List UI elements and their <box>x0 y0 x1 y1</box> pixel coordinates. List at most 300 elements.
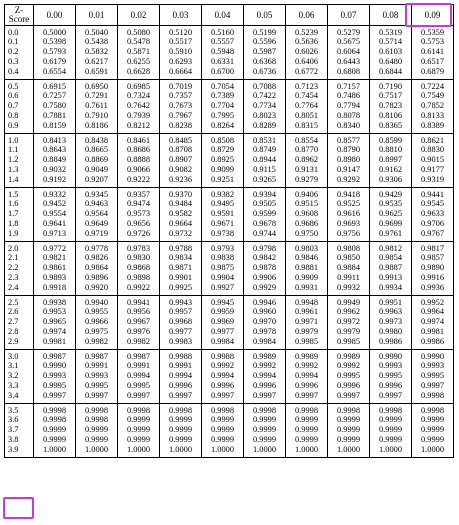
probability-cell: 0.9904 <box>202 273 244 283</box>
probability-cell: 1.0000 <box>370 445 412 457</box>
probability-cell: 0.9515 <box>286 200 328 210</box>
probability-cell: 0.6443 <box>328 57 370 67</box>
probability-cell: 0.9564 <box>76 210 118 220</box>
probability-cell: 0.9994 <box>202 372 244 382</box>
probability-cell: 0.9949 <box>328 295 370 307</box>
table-row <box>5 92 454 102</box>
probability-cell: 0.7257 <box>34 92 76 102</box>
probability-cell: 0.9971 <box>286 318 328 328</box>
z-score-label: 3.9 <box>5 445 34 457</box>
probability-cell: 0.9738 <box>202 229 244 241</box>
probability-cell: 0.5120 <box>160 26 202 38</box>
probability-cell: 0.9997 <box>160 391 202 403</box>
probability-cell: 0.5948 <box>202 48 244 58</box>
z-score-label: 2.1 <box>5 254 34 264</box>
z-score-label: 3.0 <box>5 349 34 361</box>
probability-cell: 0.9936 <box>412 283 454 295</box>
probability-cell: 0.9990 <box>370 349 412 361</box>
table-row <box>5 187 454 199</box>
probability-cell: 0.9441 <box>412 187 454 199</box>
probability-cell: 0.9861 <box>34 264 76 274</box>
header-col-0-03: 0.03 <box>160 5 202 26</box>
probability-cell: 0.9995 <box>370 372 412 382</box>
probability-cell: 0.6664 <box>160 67 202 79</box>
probability-cell: 1.0000 <box>76 445 118 457</box>
probability-cell: 0.9292 <box>328 175 370 187</box>
z-score-label: 2.6 <box>5 308 34 318</box>
probability-cell: 0.7734 <box>244 102 286 112</box>
z-score-label: 1.6 <box>5 200 34 210</box>
table-row <box>5 391 454 403</box>
probability-cell: 0.7324 <box>118 92 160 102</box>
probability-cell: 0.9997 <box>118 391 160 403</box>
z-score-label: 3.6 <box>5 416 34 426</box>
probability-cell: 0.9994 <box>118 372 160 382</box>
probability-cell: 0.9998 <box>370 403 412 415</box>
probability-cell: 0.6293 <box>160 57 202 67</box>
probability-cell: 0.7642 <box>118 102 160 112</box>
probability-cell: 0.9925 <box>160 283 202 295</box>
probability-cell: 0.9997 <box>76 391 118 403</box>
probability-cell: 0.9608 <box>286 210 328 220</box>
probability-cell: 0.9969 <box>202 318 244 328</box>
probability-cell: 0.9279 <box>286 175 328 187</box>
probability-cell: 0.9931 <box>286 283 328 295</box>
probability-cell: 0.7967 <box>160 111 202 121</box>
probability-cell: 0.9484 <box>160 200 202 210</box>
probability-cell: 0.9719 <box>76 229 118 241</box>
probability-cell: 0.8621 <box>412 133 454 145</box>
probability-cell: 0.9981 <box>412 327 454 337</box>
table-row <box>5 381 454 391</box>
table-row <box>5 111 454 121</box>
probability-cell: 0.8849 <box>34 156 76 166</box>
probability-cell: 0.9975 <box>76 327 118 337</box>
probability-cell: 0.9394 <box>244 187 286 199</box>
z-score-table <box>4 4 454 458</box>
probability-cell: 0.6026 <box>286 48 328 58</box>
probability-cell: 0.9996 <box>202 381 244 391</box>
probability-cell: 0.7123 <box>286 79 328 91</box>
probability-cell: 0.9999 <box>118 425 160 435</box>
probability-cell: 0.9726 <box>118 229 160 241</box>
probability-cell: 0.8997 <box>370 156 412 166</box>
probability-cell: 0.6517 <box>412 57 454 67</box>
probability-cell: 0.9998 <box>76 403 118 415</box>
z-score-label: 2.3 <box>5 273 34 283</box>
probability-cell: 0.9049 <box>76 165 118 175</box>
probability-cell: 0.9909 <box>286 273 328 283</box>
probability-cell: 0.9545 <box>412 200 454 210</box>
probability-cell: 0.6772 <box>286 67 328 79</box>
probability-cell: 0.9999 <box>370 435 412 445</box>
z-score-label: 3.7 <box>5 425 34 435</box>
probability-cell: 0.8980 <box>328 156 370 166</box>
table-row <box>5 254 454 264</box>
z-score-label: 1.1 <box>5 146 34 156</box>
z-score-label: 1.7 <box>5 210 34 220</box>
table-row <box>5 349 454 361</box>
probability-cell: 0.9982 <box>76 337 118 349</box>
probability-cell: 0.6844 <box>370 67 412 79</box>
z-score-label: 3.2 <box>5 372 34 382</box>
probability-cell: 0.9987 <box>34 349 76 361</box>
header-col-0-00: 0.00 <box>34 5 76 26</box>
probability-cell: 0.9992 <box>328 362 370 372</box>
probability-cell: 0.9099 <box>202 165 244 175</box>
probability-cell: 0.9994 <box>286 372 328 382</box>
probability-cell: 0.5753 <box>412 38 454 48</box>
probability-cell: 0.9999 <box>118 435 160 445</box>
probability-cell: 0.9015 <box>412 156 454 166</box>
probability-cell: 0.8962 <box>286 156 328 166</box>
probability-cell: 0.9997 <box>244 391 286 403</box>
probability-cell: 0.9887 <box>370 264 412 274</box>
table-row <box>5 67 454 79</box>
probability-cell: 0.9999 <box>328 425 370 435</box>
probability-cell: 0.9999 <box>286 416 328 426</box>
probability-cell: 0.8925 <box>202 156 244 166</box>
z-score-label: 0.0 <box>5 26 34 38</box>
z-score-label: 1.2 <box>5 156 34 166</box>
probability-cell: 0.9732 <box>160 229 202 241</box>
probability-cell: 0.9941 <box>118 295 160 307</box>
probability-cell: 0.9817 <box>412 241 454 253</box>
probability-cell: 0.9977 <box>160 327 202 337</box>
z-score-label: 0.7 <box>5 102 34 112</box>
table-row <box>5 121 454 133</box>
table-row <box>5 425 454 435</box>
probability-cell: 0.9857 <box>412 254 454 264</box>
probability-cell: 0.9946 <box>244 295 286 307</box>
probability-cell: 0.9996 <box>370 381 412 391</box>
probability-cell: 0.8289 <box>244 121 286 133</box>
probability-cell: 0.9998 <box>34 403 76 415</box>
probability-cell: 1.0000 <box>118 445 160 457</box>
probability-cell: 0.5832 <box>76 48 118 58</box>
probability-cell: 1.0000 <box>202 445 244 457</box>
probability-cell: 0.5040 <box>76 26 118 38</box>
table-row <box>5 337 454 349</box>
probability-cell: 0.9535 <box>370 200 412 210</box>
probability-cell: 0.9991 <box>76 362 118 372</box>
probability-cell: 0.9999 <box>412 425 454 435</box>
header-col-0-07: 0.07 <box>328 5 370 26</box>
probability-cell: 0.9984 <box>244 337 286 349</box>
probability-cell: 0.8729 <box>202 146 244 156</box>
probability-cell: 0.8340 <box>328 121 370 133</box>
probability-cell: 0.7910 <box>76 111 118 121</box>
probability-cell: 0.6591 <box>76 67 118 79</box>
probability-cell: 0.7549 <box>412 92 454 102</box>
header-col-0-02: 0.02 <box>118 5 160 26</box>
probability-cell: 0.8599 <box>370 133 412 145</box>
table-row <box>5 146 454 156</box>
probability-cell: 0.5199 <box>244 26 286 38</box>
probability-cell: 0.9115 <box>244 165 286 175</box>
probability-cell: 0.7291 <box>76 92 118 102</box>
probability-cell: 0.9999 <box>328 435 370 445</box>
probability-cell: 0.9830 <box>118 254 160 264</box>
table-row <box>5 435 454 445</box>
header-col-0-04: 0.04 <box>202 5 244 26</box>
probability-cell: 0.8133 <box>412 111 454 121</box>
table-row <box>5 165 454 175</box>
probability-cell: 0.7704 <box>202 102 244 112</box>
table-row <box>5 273 454 283</box>
probability-cell: 0.9932 <box>328 283 370 295</box>
probability-cell: 0.8749 <box>244 146 286 156</box>
probability-cell: 0.5793 <box>34 48 76 58</box>
probability-cell: 0.9980 <box>370 327 412 337</box>
probability-cell: 0.9066 <box>118 165 160 175</box>
probability-cell: 0.9998 <box>412 403 454 415</box>
table-row <box>5 200 454 210</box>
table-row <box>5 219 454 229</box>
table-row <box>5 372 454 382</box>
probability-cell: 0.9370 <box>160 187 202 199</box>
probability-cell: 0.9996 <box>244 381 286 391</box>
probability-cell: 0.9803 <box>286 241 328 253</box>
z-score-label: 3.8 <box>5 435 34 445</box>
probability-cell: 1.0000 <box>328 445 370 457</box>
probability-cell: 0.6406 <box>286 57 328 67</box>
probability-cell: 0.9992 <box>244 362 286 372</box>
probability-cell: 0.8212 <box>118 121 160 133</box>
probability-cell: 0.9993 <box>412 362 454 372</box>
probability-cell: 0.9970 <box>244 318 286 328</box>
probability-cell: 0.9641 <box>34 219 76 229</box>
probability-cell: 0.9131 <box>286 165 328 175</box>
probability-cell: 0.7389 <box>202 92 244 102</box>
z-score-label: 0.5 <box>5 79 34 91</box>
probability-cell: 0.9965 <box>34 318 76 328</box>
probability-cell: 0.9993 <box>370 362 412 372</box>
probability-cell: 0.9988 <box>160 349 202 361</box>
probability-cell: 0.6480 <box>370 57 412 67</box>
table-row <box>5 48 454 58</box>
probability-cell: 0.8159 <box>34 121 76 133</box>
probability-cell: 0.9959 <box>202 308 244 318</box>
probability-cell: 0.8389 <box>412 121 454 133</box>
probability-cell: 0.9842 <box>244 254 286 264</box>
probability-cell: 0.9998 <box>118 403 160 415</box>
probability-cell: 0.9999 <box>244 425 286 435</box>
probability-cell: 0.9999 <box>412 416 454 426</box>
probability-cell: 0.5438 <box>76 38 118 48</box>
probability-cell: 1.0000 <box>34 445 76 457</box>
probability-cell: 0.9495 <box>202 200 244 210</box>
probability-cell: 0.9821 <box>34 254 76 264</box>
probability-cell: 0.9992 <box>202 362 244 372</box>
probability-cell: 0.9625 <box>370 210 412 220</box>
probability-cell: 0.6985 <box>118 79 160 91</box>
probability-cell: 0.8665 <box>76 146 118 156</box>
probability-cell: 0.9955 <box>76 308 118 318</box>
probability-cell: 0.9207 <box>76 175 118 187</box>
probability-cell: 0.8315 <box>286 121 328 133</box>
probability-cell: 0.9772 <box>34 241 76 253</box>
probability-cell: 0.9332 <box>34 187 76 199</box>
probability-cell: 0.9989 <box>328 349 370 361</box>
probability-cell: 0.9881 <box>286 264 328 274</box>
probability-cell: 0.9997 <box>34 391 76 403</box>
highlight-box-row-3-9 <box>3 497 34 519</box>
probability-cell: 0.9979 <box>328 327 370 337</box>
probability-cell: 0.8888 <box>118 156 160 166</box>
probability-cell: 1.0000 <box>412 445 454 457</box>
probability-cell: 0.9192 <box>34 175 76 187</box>
probability-cell: 0.9452 <box>34 200 76 210</box>
probability-cell: 0.6368 <box>244 57 286 67</box>
probability-cell: 0.9778 <box>76 241 118 253</box>
probability-cell: 0.9997 <box>202 391 244 403</box>
table-row <box>5 38 454 48</box>
probability-cell: 0.8830 <box>412 146 454 156</box>
z-score-label: 0.4 <box>5 67 34 79</box>
probability-cell: 0.7764 <box>286 102 328 112</box>
probability-cell: 0.7019 <box>160 79 202 91</box>
probability-cell: 0.9953 <box>34 308 76 318</box>
probability-cell: 0.8186 <box>76 121 118 133</box>
probability-cell: 0.9573 <box>118 210 160 220</box>
probability-cell: 0.9999 <box>370 425 412 435</box>
probability-cell: 0.9505 <box>244 200 286 210</box>
probability-cell: 0.9890 <box>412 264 454 274</box>
header-col-0-09: 0.09 <box>412 5 454 26</box>
probability-cell: 0.5675 <box>328 38 370 48</box>
table-row <box>5 26 454 38</box>
probability-cell: 0.9986 <box>370 337 412 349</box>
z-score-label: 0.3 <box>5 57 34 67</box>
probability-cell: 0.9671 <box>202 219 244 229</box>
table-row <box>5 210 454 220</box>
probability-cell: 0.9991 <box>160 362 202 372</box>
probability-cell: 0.9999 <box>160 416 202 426</box>
probability-cell: 0.9994 <box>244 372 286 382</box>
probability-cell: 0.6700 <box>202 67 244 79</box>
table-row <box>5 327 454 337</box>
probability-cell: 0.5714 <box>370 38 412 48</box>
probability-cell: 0.9996 <box>160 381 202 391</box>
probability-cell: 0.9896 <box>76 273 118 283</box>
probability-cell: 0.9649 <box>76 219 118 229</box>
probability-cell: 0.6879 <box>412 67 454 79</box>
probability-cell: 0.9998 <box>328 403 370 415</box>
probability-cell: 1.0000 <box>244 445 286 457</box>
z-score-label: 2.4 <box>5 283 34 295</box>
probability-cell: 0.7190 <box>370 79 412 91</box>
probability-cell: 0.9783 <box>118 241 160 253</box>
probability-cell: 0.9713 <box>34 229 76 241</box>
probability-cell: 0.9999 <box>202 416 244 426</box>
probability-cell: 0.9945 <box>202 295 244 307</box>
probability-cell: 0.6950 <box>76 79 118 91</box>
table-row <box>5 133 454 145</box>
probability-cell: 0.9236 <box>160 175 202 187</box>
probability-cell: 0.9474 <box>118 200 160 210</box>
probability-cell: 0.9999 <box>76 425 118 435</box>
probability-cell: 0.9951 <box>370 295 412 307</box>
probability-cell: 0.9756 <box>328 229 370 241</box>
probability-cell: 0.8708 <box>160 146 202 156</box>
probability-cell: 0.9656 <box>118 219 160 229</box>
probability-cell: 0.9966 <box>76 318 118 328</box>
table-row <box>5 79 454 91</box>
probability-cell: 0.5636 <box>286 38 328 48</box>
probability-cell: 0.9693 <box>328 219 370 229</box>
probability-cell: 0.7939 <box>118 111 160 121</box>
probability-cell: 0.7881 <box>34 111 76 121</box>
probability-cell: 0.8531 <box>244 133 286 145</box>
probability-cell: 0.9999 <box>370 416 412 426</box>
probability-cell: 0.7517 <box>370 92 412 102</box>
probability-cell: 0.9251 <box>202 175 244 187</box>
probability-cell: 0.9938 <box>34 295 76 307</box>
probability-cell: 0.9846 <box>286 254 328 264</box>
probability-cell: 0.9911 <box>328 273 370 283</box>
probability-cell: 0.7673 <box>160 102 202 112</box>
probability-cell: 0.8810 <box>370 146 412 156</box>
probability-cell: 0.9893 <box>34 273 76 283</box>
z-score-label: 0.9 <box>5 121 34 133</box>
probability-cell: 0.7486 <box>328 92 370 102</box>
probability-cell: 0.5239 <box>286 26 328 38</box>
probability-cell: 0.6331 <box>202 57 244 67</box>
probability-cell: 0.5596 <box>244 38 286 48</box>
probability-cell: 0.9406 <box>286 187 328 199</box>
probability-cell: 0.8365 <box>370 121 412 133</box>
probability-cell: 0.5398 <box>34 38 76 48</box>
probability-cell: 0.6915 <box>34 79 76 91</box>
probability-cell: 0.9664 <box>160 219 202 229</box>
probability-cell: 0.9999 <box>244 435 286 445</box>
probability-cell: 0.9997 <box>328 391 370 403</box>
probability-cell: 0.9995 <box>34 381 76 391</box>
probability-cell: 0.9943 <box>160 295 202 307</box>
z-score-label: 3.5 <box>5 403 34 415</box>
probability-cell: 0.8686 <box>118 146 160 156</box>
z-score-label: 2.5 <box>5 295 34 307</box>
probability-cell: 0.5987 <box>244 48 286 58</box>
probability-cell: 0.9222 <box>118 175 160 187</box>
probability-cell: 0.9998 <box>202 403 244 415</box>
probability-cell: 0.8577 <box>328 133 370 145</box>
probability-cell: 0.9744 <box>244 229 286 241</box>
probability-cell: 0.6103 <box>370 48 412 58</box>
probability-cell: 0.9984 <box>202 337 244 349</box>
table-row <box>5 264 454 274</box>
table-row <box>5 308 454 318</box>
probability-cell: 0.9985 <box>286 337 328 349</box>
probability-cell: 0.9964 <box>412 308 454 318</box>
probability-cell: 0.9998 <box>76 416 118 426</box>
probability-cell: 0.9916 <box>412 273 454 283</box>
probability-cell: 0.9999 <box>202 435 244 445</box>
probability-cell: 0.9525 <box>328 200 370 210</box>
probability-cell: 0.9960 <box>244 308 286 318</box>
probability-cell: 0.9997 <box>286 391 328 403</box>
probability-cell: 0.9991 <box>118 362 160 372</box>
probability-cell: 0.6736 <box>244 67 286 79</box>
header-col-0-05: 0.05 <box>244 5 286 26</box>
probability-cell: 0.6217 <box>76 57 118 67</box>
probability-cell: 0.7611 <box>76 102 118 112</box>
probability-cell: 0.9826 <box>76 254 118 264</box>
probability-cell: 0.7054 <box>202 79 244 91</box>
probability-cell: 0.9999 <box>160 435 202 445</box>
probability-cell: 0.9990 <box>412 349 454 361</box>
